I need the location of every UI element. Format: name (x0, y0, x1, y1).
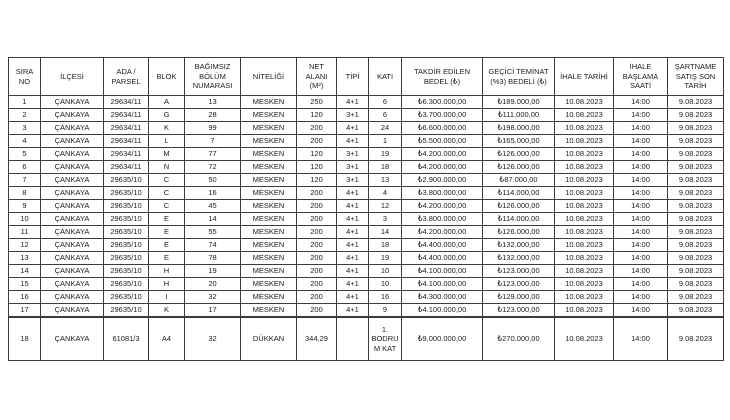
column-header-sartname_satis_son_tarih: ŞARTNAME SATIŞ SON TARİH (668, 58, 724, 96)
table-cell-ada_parsel: 29634/11 (104, 109, 149, 122)
table-cell-ihale_baslama_saati: 14:00 (614, 96, 668, 109)
table-row (9, 213, 724, 226)
table-cell-sartname_satis_son_tarih: 9.08.2023 (668, 187, 724, 200)
table-cell-ihale_baslama_saati: 14:00 (614, 174, 668, 187)
table-cell-tipi: 4+1 (337, 226, 369, 239)
table-cell-takdir_edilen_bedel: ₺3.700.000,00 (402, 109, 483, 122)
table-cell-sira_no: 17 (9, 304, 41, 317)
table-cell-kati: 10 (369, 265, 402, 278)
table-cell-takdir_edilen_bedel: ₺6.600.000,00 (402, 122, 483, 135)
table-cell-ilcesi: ÇANKAYA (41, 252, 104, 265)
table-cell-blok: H (149, 265, 185, 278)
column-header-net_alani_m2: NET ALANI (M²) (297, 58, 337, 96)
table-cell-gecici_teminat_bedeli: ₺114.000,00 (483, 187, 555, 200)
table-cell-gecici_teminat_bedeli: ₺198.000,00 (483, 122, 555, 135)
table-cell-gecici_teminat_bedeli: ₺114.000,00 (483, 213, 555, 226)
table-cell-kati: 6 (369, 96, 402, 109)
table-cell-niteligi: MESKEN (241, 226, 297, 239)
table-cell-sartname_satis_son_tarih: 9.08.2023 (668, 317, 724, 361)
table-cell-niteligi: MESKEN (241, 304, 297, 317)
table-cell-blok: A (149, 96, 185, 109)
table-row (9, 226, 724, 239)
table-cell-tipi: 4+1 (337, 252, 369, 265)
table-cell-sartname_satis_son_tarih: 9.08.2023 (668, 213, 724, 226)
table-cell-bagimsiz_bolum_numarasi: 78 (185, 252, 241, 265)
table-row (9, 252, 724, 265)
table-cell-net_alani_m2: 200 (297, 135, 337, 148)
table-cell-sira_no: 18 (9, 317, 41, 361)
table-cell-ihale_baslama_saati: 14:00 (614, 278, 668, 291)
table-cell-ada_parsel: 29634/11 (104, 135, 149, 148)
table-cell-bagimsiz_bolum_numarasi: 55 (185, 226, 241, 239)
table-cell-gecici_teminat_bedeli: ₺165.000,00 (483, 135, 555, 148)
table-cell-takdir_edilen_bedel: ₺4.200.000,00 (402, 226, 483, 239)
table-cell-takdir_edilen_bedel: ₺2.900.000,00 (402, 174, 483, 187)
table-cell-ilcesi: ÇANKAYA (41, 278, 104, 291)
table-cell-sartname_satis_son_tarih: 9.08.2023 (668, 252, 724, 265)
table-cell-takdir_edilen_bedel: ₺4.200.000,00 (402, 148, 483, 161)
table-cell-sira_no: 10 (9, 213, 41, 226)
table-cell-kati: 16 (369, 291, 402, 304)
table-cell-bagimsiz_bolum_numarasi: 16 (185, 187, 241, 200)
table-cell-ihale_baslama_saati: 14:00 (614, 213, 668, 226)
table-cell-bagimsiz_bolum_numarasi: 32 (185, 291, 241, 304)
table-cell-ihale_baslama_saati: 14:00 (614, 239, 668, 252)
table-body (9, 96, 724, 361)
table-cell-kati: 19 (369, 148, 402, 161)
table-row (9, 148, 724, 161)
table-cell-gecici_teminat_bedeli: ₺123.000,00 (483, 304, 555, 317)
table-cell-niteligi: MESKEN (241, 135, 297, 148)
table-cell-tipi: 4+1 (337, 200, 369, 213)
table-cell-ilcesi: ÇANKAYA (41, 135, 104, 148)
table-cell-bagimsiz_bolum_numarasi: 28 (185, 109, 241, 122)
table-cell-bagimsiz_bolum_numarasi: 50 (185, 174, 241, 187)
table-cell-ilcesi: ÇANKAYA (41, 304, 104, 317)
table-cell-ada_parsel: 29634/11 (104, 122, 149, 135)
table-cell-ihale_baslama_saati: 14:00 (614, 252, 668, 265)
table-cell-sira_no: 13 (9, 252, 41, 265)
table-cell-gecici_teminat_bedeli: ₺126.000,00 (483, 148, 555, 161)
table-cell-ilcesi: ÇANKAYA (41, 226, 104, 239)
table-cell-ada_parsel: 29635/10 (104, 174, 149, 187)
table-row (9, 304, 724, 317)
table-cell-niteligi: MESKEN (241, 213, 297, 226)
table-cell-blok: E (149, 252, 185, 265)
table-cell-tipi (337, 317, 369, 361)
table-cell-ihale_tarihi: 10.08.2023 (555, 265, 614, 278)
table-cell-niteligi: MESKEN (241, 174, 297, 187)
table-cell-net_alani_m2: 120 (297, 174, 337, 187)
table-cell-sartname_satis_son_tarih: 9.08.2023 (668, 109, 724, 122)
table-cell-net_alani_m2: 200 (297, 226, 337, 239)
table-cell-sartname_satis_son_tarih: 9.08.2023 (668, 174, 724, 187)
table-cell-ihale_tarihi: 10.08.2023 (555, 252, 614, 265)
table-cell-gecici_teminat_bedeli: ₺123.000,00 (483, 278, 555, 291)
table-cell-ihale_baslama_saati: 14:00 (614, 265, 668, 278)
table-cell-kati: 6 (369, 109, 402, 122)
column-header-kati: KATI (369, 58, 402, 96)
table-cell-ihale_baslama_saati: 14:00 (614, 317, 668, 361)
table-cell-tipi: 4+1 (337, 265, 369, 278)
table-cell-net_alani_m2: 200 (297, 187, 337, 200)
table-cell-sira_no: 6 (9, 161, 41, 174)
table-cell-tipi: 4+1 (337, 291, 369, 304)
table-cell-ihale_tarihi: 10.08.2023 (555, 122, 614, 135)
table-cell-ilcesi: ÇANKAYA (41, 265, 104, 278)
table-cell-bagimsiz_bolum_numarasi: 45 (185, 200, 241, 213)
table-cell-blok: C (149, 174, 185, 187)
table-cell-ada_parsel: 29634/11 (104, 161, 149, 174)
table-cell-bagimsiz_bolum_numarasi: 99 (185, 122, 241, 135)
table-cell-net_alani_m2: 200 (297, 265, 337, 278)
table-cell-gecici_teminat_bedeli: ₺111.000,00 (483, 109, 555, 122)
table-cell-niteligi: MESKEN (241, 252, 297, 265)
table-cell-gecici_teminat_bedeli: ₺132.000,00 (483, 239, 555, 252)
table-cell-ihale_tarihi: 10.08.2023 (555, 96, 614, 109)
table-cell-ihale_tarihi: 10.08.2023 (555, 200, 614, 213)
table-cell-ilcesi: ÇANKAYA (41, 174, 104, 187)
table-cell-blok: C (149, 187, 185, 200)
table-row (9, 161, 724, 174)
table-cell-sira_no: 5 (9, 148, 41, 161)
table-cell-bagimsiz_bolum_numarasi: 77 (185, 148, 241, 161)
table-cell-ada_parsel: 29635/10 (104, 226, 149, 239)
table-cell-niteligi: MESKEN (241, 161, 297, 174)
table-cell-tipi: 3+1 (337, 109, 369, 122)
table-cell-blok: L (149, 135, 185, 148)
table-cell-blok: C (149, 200, 185, 213)
table-cell-sira_no: 1 (9, 96, 41, 109)
table-cell-sartname_satis_son_tarih: 9.08.2023 (668, 239, 724, 252)
table-cell-ihale_tarihi: 10.08.2023 (555, 226, 614, 239)
table-cell-tipi: 3+1 (337, 161, 369, 174)
table-cell-ilcesi: ÇANKAYA (41, 291, 104, 304)
table-cell-ihale_baslama_saati: 14:00 (614, 226, 668, 239)
table-cell-niteligi: MESKEN (241, 278, 297, 291)
table-cell-takdir_edilen_bedel: ₺6.300.000,00 (402, 96, 483, 109)
table-cell-takdir_edilen_bedel: ₺5.500.000,00 (402, 135, 483, 148)
table-cell-bagimsiz_bolum_numarasi: 20 (185, 278, 241, 291)
column-header-bagimsiz_bolum_numarasi: BAĞIMSIZ BÖLÜM NUMARASI (185, 58, 241, 96)
table-cell-sartname_satis_son_tarih: 9.08.2023 (668, 135, 724, 148)
table-row (9, 187, 724, 200)
table-cell-ada_parsel: 29635/10 (104, 252, 149, 265)
table-cell-net_alani_m2: 200 (297, 239, 337, 252)
table-cell-niteligi: MESKEN (241, 291, 297, 304)
table-cell-ada_parsel: 29635/10 (104, 239, 149, 252)
table-cell-tipi: 3+1 (337, 174, 369, 187)
table-cell-net_alani_m2: 120 (297, 161, 337, 174)
table-cell-ada_parsel: 29635/10 (104, 187, 149, 200)
table-row (9, 200, 724, 213)
table-cell-takdir_edilen_bedel: ₺9.000.000,00 (402, 317, 483, 361)
table-cell-niteligi: MESKEN (241, 122, 297, 135)
table-cell-ada_parsel: 29635/10 (104, 200, 149, 213)
table-cell-sartname_satis_son_tarih: 9.08.2023 (668, 200, 724, 213)
table-cell-gecici_teminat_bedeli: ₺126.000,00 (483, 161, 555, 174)
table-cell-ilcesi: ÇANKAYA (41, 109, 104, 122)
table-cell-net_alani_m2: 200 (297, 291, 337, 304)
column-header-niteligi: NİTELİĞİ (241, 58, 297, 96)
column-header-ihale_tarihi: İHALE TARİHİ (555, 58, 614, 96)
column-header-ada_parsel: ADA / PARSEL (104, 58, 149, 96)
table-cell-gecici_teminat_bedeli: ₺123.000,00 (483, 265, 555, 278)
table-cell-tipi: 3+1 (337, 148, 369, 161)
table-cell-ada_parsel: 29634/11 (104, 96, 149, 109)
table-cell-sartname_satis_son_tarih: 9.08.2023 (668, 304, 724, 317)
table-cell-kati: 3 (369, 213, 402, 226)
table-cell-ilcesi: ÇANKAYA (41, 187, 104, 200)
table-cell-sartname_satis_son_tarih: 9.08.2023 (668, 291, 724, 304)
header-row (9, 58, 724, 96)
table-row (9, 278, 724, 291)
table-cell-ihale_tarihi: 10.08.2023 (555, 161, 614, 174)
table-cell-ihale_baslama_saati: 14:00 (614, 200, 668, 213)
column-header-takdir_edilen_bedel: TAKDİR EDİLEN BEDEL (₺) (402, 58, 483, 96)
table-row (9, 317, 724, 361)
table-cell-niteligi: MESKEN (241, 96, 297, 109)
table-cell-niteligi: DÜKKAN (241, 317, 297, 361)
table-cell-kati: 12 (369, 200, 402, 213)
table-cell-sartname_satis_son_tarih: 9.08.2023 (668, 265, 724, 278)
table-cell-takdir_edilen_bedel: ₺4.300.000,00 (402, 291, 483, 304)
table-cell-sartname_satis_son_tarih: 9.08.2023 (668, 278, 724, 291)
table-cell-ilcesi: ÇANKAYA (41, 148, 104, 161)
table-cell-sira_no: 16 (9, 291, 41, 304)
table-head (9, 58, 724, 96)
table-cell-bagimsiz_bolum_numarasi: 74 (185, 239, 241, 252)
table-cell-tipi: 4+1 (337, 239, 369, 252)
table-cell-bagimsiz_bolum_numarasi: 72 (185, 161, 241, 174)
table-cell-ihale_tarihi: 10.08.2023 (555, 304, 614, 317)
table-cell-sartname_satis_son_tarih: 9.08.2023 (668, 161, 724, 174)
table-cell-kati: 1 (369, 135, 402, 148)
table-cell-kati: 18 (369, 239, 402, 252)
table-cell-gecici_teminat_bedeli: ₺132.000,00 (483, 252, 555, 265)
table-cell-tipi: 4+1 (337, 96, 369, 109)
table-cell-net_alani_m2: 200 (297, 213, 337, 226)
table-cell-ihale_tarihi: 10.08.2023 (555, 174, 614, 187)
column-header-gecici_teminat_bedeli: GEÇİCİ TEMİNAT (%3) BEDELİ (₺) (483, 58, 555, 96)
table-cell-ihale_tarihi: 10.08.2023 (555, 278, 614, 291)
table-cell-ihale_baslama_saati: 14:00 (614, 122, 668, 135)
table-cell-kati: 14 (369, 226, 402, 239)
table-cell-kati: 13 (369, 174, 402, 187)
table-cell-sira_no: 4 (9, 135, 41, 148)
table-cell-ilcesi: ÇANKAYA (41, 96, 104, 109)
table-cell-blok: E (149, 226, 185, 239)
auction-table (8, 57, 724, 361)
table-cell-ilcesi: ÇANKAYA (41, 122, 104, 135)
table-cell-ihale_tarihi: 10.08.2023 (555, 187, 614, 200)
table-cell-ihale_baslama_saati: 14:00 (614, 135, 668, 148)
table-cell-ada_parsel: 29635/10 (104, 265, 149, 278)
table-cell-sira_no: 11 (9, 226, 41, 239)
table-cell-niteligi: MESKEN (241, 200, 297, 213)
table-cell-niteligi: MESKEN (241, 109, 297, 122)
table-cell-blok: K (149, 122, 185, 135)
table-cell-sartname_satis_son_tarih: 9.08.2023 (668, 96, 724, 109)
table-cell-ihale_baslama_saati: 14:00 (614, 187, 668, 200)
table-cell-niteligi: MESKEN (241, 148, 297, 161)
table-cell-bagimsiz_bolum_numarasi: 32 (185, 317, 241, 361)
table-cell-bagimsiz_bolum_numarasi: 13 (185, 96, 241, 109)
table-cell-blok: M (149, 148, 185, 161)
table-cell-sira_no: 9 (9, 200, 41, 213)
table-row (9, 291, 724, 304)
table-cell-tipi: 4+1 (337, 122, 369, 135)
table-cell-takdir_edilen_bedel: ₺4.100.000,00 (402, 265, 483, 278)
table-cell-takdir_edilen_bedel: ₺4.100.000,00 (402, 278, 483, 291)
table-cell-ada_parsel: 29634/11 (104, 148, 149, 161)
table-cell-net_alani_m2: 250 (297, 96, 337, 109)
table-row (9, 109, 724, 122)
table-cell-blok: E (149, 239, 185, 252)
table-cell-ada_parsel: 61081/3 (104, 317, 149, 361)
table-cell-takdir_edilen_bedel: ₺4.200.000,00 (402, 161, 483, 174)
table-cell-bagimsiz_bolum_numarasi: 14 (185, 213, 241, 226)
table-cell-bagimsiz_bolum_numarasi: 7 (185, 135, 241, 148)
table-cell-kati: 9 (369, 304, 402, 317)
table-cell-net_alani_m2: 200 (297, 200, 337, 213)
table-cell-blok: G (149, 109, 185, 122)
table-cell-ihale_tarihi: 10.08.2023 (555, 213, 614, 226)
table-cell-ihale_baslama_saati: 14:00 (614, 148, 668, 161)
table-cell-ihale_tarihi: 10.08.2023 (555, 148, 614, 161)
table-cell-sira_no: 7 (9, 174, 41, 187)
table-cell-takdir_edilen_bedel: ₺4.400.000,00 (402, 239, 483, 252)
table-cell-bagimsiz_bolum_numarasi: 17 (185, 304, 241, 317)
table-cell-sira_no: 15 (9, 278, 41, 291)
table-row (9, 96, 724, 109)
table-cell-blok: E (149, 213, 185, 226)
table-cell-ihale_tarihi: 10.08.2023 (555, 109, 614, 122)
table-cell-kati: 24 (369, 122, 402, 135)
table-cell-takdir_edilen_bedel: ₺4.100.000,00 (402, 304, 483, 317)
table-cell-gecici_teminat_bedeli: ₺270.000,00 (483, 317, 555, 361)
table-cell-net_alani_m2: 200 (297, 252, 337, 265)
table-cell-kati: 4 (369, 187, 402, 200)
table-cell-ihale_tarihi: 10.08.2023 (555, 135, 614, 148)
table-cell-sira_no: 12 (9, 239, 41, 252)
column-header-blok: BLOK (149, 58, 185, 96)
table-cell-gecici_teminat_bedeli: ₺126.000,00 (483, 226, 555, 239)
column-header-ilcesi: İLÇESİ (41, 58, 104, 96)
table-row (9, 174, 724, 187)
table-cell-gecici_teminat_bedeli: ₺87.000,00 (483, 174, 555, 187)
column-header-ihale_baslama_saati: İHALE BAŞLAMA SAATİ (614, 58, 668, 96)
table-cell-niteligi: MESKEN (241, 239, 297, 252)
table-cell-ilcesi: ÇANKAYA (41, 239, 104, 252)
table-cell-net_alani_m2: 200 (297, 122, 337, 135)
table-row (9, 135, 724, 148)
table-cell-sira_no: 2 (9, 109, 41, 122)
table-cell-ilcesi: ÇANKAYA (41, 317, 104, 361)
table-cell-sartname_satis_son_tarih: 9.08.2023 (668, 122, 724, 135)
table-cell-net_alani_m2: 120 (297, 148, 337, 161)
table-cell-net_alani_m2: 200 (297, 278, 337, 291)
table-cell-ada_parsel: 29635/10 (104, 278, 149, 291)
column-header-tipi: TİPİ (337, 58, 369, 96)
table-cell-sira_no: 14 (9, 265, 41, 278)
table-cell-tipi: 4+1 (337, 213, 369, 226)
table-cell-ihale_baslama_saati: 14:00 (614, 161, 668, 174)
table-cell-blok: N (149, 161, 185, 174)
table-cell-ilcesi: ÇANKAYA (41, 213, 104, 226)
table-cell-kati: 18 (369, 161, 402, 174)
table-cell-tipi: 4+1 (337, 187, 369, 200)
table-cell-gecici_teminat_bedeli: ₺129.000,00 (483, 291, 555, 304)
table-cell-blok: A4 (149, 317, 185, 361)
table-cell-blok: H (149, 278, 185, 291)
table-cell-gecici_teminat_bedeli: ₺189.000,00 (483, 96, 555, 109)
table-cell-niteligi: MESKEN (241, 187, 297, 200)
table-cell-ihale_tarihi: 10.08.2023 (555, 239, 614, 252)
table-row (9, 265, 724, 278)
table-cell-blok: K (149, 304, 185, 317)
table-cell-takdir_edilen_bedel: ₺3.800.000,00 (402, 213, 483, 226)
table-cell-ihale_tarihi: 10.08.2023 (555, 317, 614, 361)
table-cell-ihale_baslama_saati: 14:00 (614, 304, 668, 317)
table-cell-ihale_baslama_saati: 14:00 (614, 109, 668, 122)
table-cell-net_alani_m2: 200 (297, 304, 337, 317)
table-cell-net_alani_m2: 344,29 (297, 317, 337, 361)
table-cell-ada_parsel: 29635/10 (104, 291, 149, 304)
table-cell-gecici_teminat_bedeli: ₺126.000,00 (483, 200, 555, 213)
table-cell-takdir_edilen_bedel: ₺4.400.000,00 (402, 252, 483, 265)
table-cell-sira_no: 3 (9, 122, 41, 135)
table-cell-kati: 1. BODRUM KAT (369, 317, 402, 361)
table-row (9, 239, 724, 252)
table-row (9, 122, 724, 135)
table-cell-niteligi: MESKEN (241, 265, 297, 278)
table-cell-ilcesi: ÇANKAYA (41, 161, 104, 174)
table-cell-sartname_satis_son_tarih: 9.08.2023 (668, 226, 724, 239)
column-header-sira_no: SIRA NO (9, 58, 41, 96)
table-cell-tipi: 4+1 (337, 135, 369, 148)
table-cell-tipi: 4+1 (337, 278, 369, 291)
table-cell-sartname_satis_son_tarih: 9.08.2023 (668, 148, 724, 161)
table-cell-sira_no: 8 (9, 187, 41, 200)
table-cell-net_alani_m2: 120 (297, 109, 337, 122)
table-cell-ada_parsel: 29635/10 (104, 213, 149, 226)
table-cell-takdir_edilen_bedel: ₺4.200.000,00 (402, 200, 483, 213)
table-cell-ada_parsel: 29635/10 (104, 304, 149, 317)
table-cell-takdir_edilen_bedel: ₺3.800.000,00 (402, 187, 483, 200)
table-cell-bagimsiz_bolum_numarasi: 19 (185, 265, 241, 278)
table-cell-ihale_tarihi: 10.08.2023 (555, 291, 614, 304)
table-cell-blok: I (149, 291, 185, 304)
table-cell-ihale_baslama_saati: 14:00 (614, 291, 668, 304)
table-cell-kati: 19 (369, 252, 402, 265)
table-cell-kati: 10 (369, 278, 402, 291)
table-cell-ilcesi: ÇANKAYA (41, 200, 104, 213)
table-cell-tipi: 4+1 (337, 304, 369, 317)
